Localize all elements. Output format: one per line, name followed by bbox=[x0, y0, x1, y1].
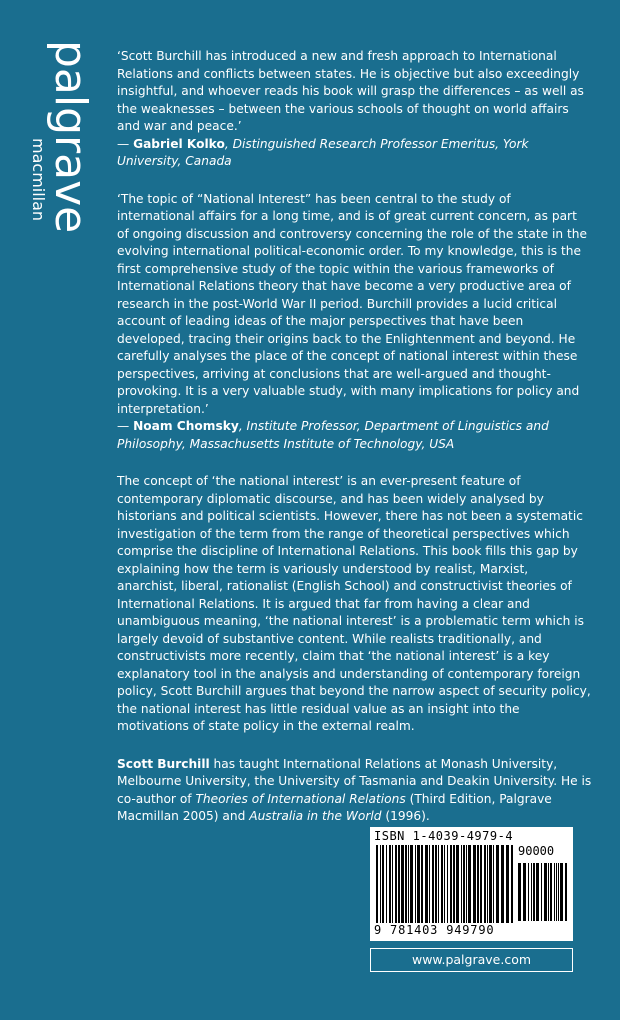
barcode-bar bbox=[493, 845, 494, 923]
ean-number: 9 781403 949790 bbox=[374, 923, 495, 937]
quote-kolko bbox=[117, 48, 592, 171]
isbn-label: ISBN 1-4039-4979-4 bbox=[374, 829, 514, 843]
author-bio: Scott Burchill has taught International Relations at Monash University, Melbourne University, the University of Tasmania and Deakin University. He is co-author of Theories of International Relations (Third Edition, Palgrave Macmillan 2005) and Australia in the World (1996). bbox=[117, 756, 592, 823]
barcode-bar bbox=[473, 845, 476, 923]
barcode-bar bbox=[401, 845, 404, 923]
addon-barcode-bars bbox=[518, 863, 568, 921]
barcode-bar bbox=[395, 845, 397, 923]
barcode-bar bbox=[456, 845, 459, 923]
barcode-bar bbox=[453, 845, 455, 923]
barcode-bar bbox=[533, 863, 535, 921]
barcode-bar bbox=[558, 863, 559, 921]
quote-author: Noam Chomsky bbox=[133, 419, 239, 433]
barcode-bar bbox=[548, 863, 549, 921]
barcode-bar bbox=[466, 845, 467, 923]
barcode-bar bbox=[511, 845, 513, 923]
barcode-bar bbox=[435, 845, 437, 923]
back-cover-text bbox=[117, 48, 592, 846]
barcode-bar bbox=[501, 845, 504, 923]
logo-macmillan: macmillan bbox=[29, 138, 48, 222]
barcode-bar bbox=[447, 845, 448, 923]
barcode-bar bbox=[438, 845, 439, 923]
barcode-bar bbox=[554, 863, 555, 921]
barcode-bar bbox=[489, 845, 492, 923]
quote-text: ‘Scott Burchill has introduced a new and fresh approach to International Relations and conflicts between states. He is objective but also exceedingly insightful, and whoever reads his book will grasp the differences – as well as the weaknesses – between the various schools of thought on world affairs and war and peace.’ bbox=[117, 49, 584, 133]
barcode-bar bbox=[376, 845, 378, 923]
bio-author-name: Scott Burchill bbox=[117, 756, 210, 771]
barcode-bar bbox=[421, 845, 423, 923]
barcode-bar bbox=[463, 845, 465, 923]
logo-palgrave: palgrave bbox=[45, 40, 96, 234]
quote-attribution: — Gabriel Kolko, Distinguished Research Professor Emeritus, York University, Canada bbox=[117, 136, 529, 168]
barcode-bar bbox=[450, 845, 452, 923]
barcode-bar bbox=[565, 863, 567, 921]
barcode-bar bbox=[461, 845, 462, 923]
barcode-bar bbox=[484, 845, 486, 923]
barcode-bar bbox=[389, 845, 391, 923]
barcode-bar bbox=[523, 863, 526, 921]
barcode-bar bbox=[382, 845, 384, 923]
publisher-url[interactable]: www.palgrave.com bbox=[370, 948, 573, 972]
ean-barcode-bars bbox=[376, 845, 514, 923]
barcode-bar bbox=[410, 845, 413, 923]
isbn-barcode bbox=[370, 827, 573, 941]
addon-number: 90000 bbox=[518, 844, 555, 858]
quote-text: ‘The topic of “National Interest” has been central to the study of international affairs for a long time, and is of great current concern, as part of ongoing discussion and controversy concerning the role of the state in the evolving international political-economic order. To my knowledge, this is the first comprehensive study of the topic within the various frameworks of International Relations theory that have become a very productive area of research in the post-World War II period. Burchill provides a lucid critical account of leading ideas of the major perspectives that have been developed, tracing their origins back to the Enlightenment and beyond. He carefully analyses the place of the concept of national interest within these perspectives, arriving at conclusions that are well-argued and thought-provoking. It is a very valuable study, with many implications for policy and interpretation.’ bbox=[117, 191, 587, 416]
barcode-bar bbox=[386, 845, 387, 923]
quote-author: Gabriel Kolko bbox=[133, 136, 225, 151]
barcode-bar bbox=[444, 845, 445, 923]
quote-affiliation: , Institute Professor, Department of Linguistics and Philosophy, Massachusetts Institute of Technology, USA bbox=[117, 419, 549, 451]
barcode-bar bbox=[380, 845, 381, 923]
barcode-bar bbox=[408, 845, 409, 923]
quote-affiliation: , Distinguished Research Professor Emeritus, York University, Canada bbox=[117, 136, 529, 168]
barcode-bar bbox=[506, 845, 509, 923]
barcode-bar bbox=[560, 863, 563, 921]
barcode-bar bbox=[415, 845, 416, 923]
barcode-bar bbox=[550, 863, 552, 921]
barcode-bar bbox=[432, 845, 434, 923]
barcode-bar bbox=[405, 845, 407, 923]
bio-book-title: Theories of International Relations bbox=[195, 791, 406, 806]
barcode-bar bbox=[518, 863, 521, 921]
barcode-bar bbox=[556, 863, 557, 921]
barcode-bar bbox=[429, 845, 430, 923]
book-description: The concept of ‘the national interest’ is an ever-present feature of contemporary diplomatic discourse, and has been widely analysed by historians and political scientists. However, there has not been a systematic investigation of the term from the range of theoretical perspectives which comprise the discipline of International Relations. This book fills this gap by explaining how the term is variously understood by realist, Marxist, anarchist, liberal, rationalist (English School) and constructivist theories of International Relations. It is argued that far from having a clear and unambiguous meaning, ‘the national interest’ is a problematic term which is largely devoid of substantive content. While realists traditionally, and constructivists more recently, claim that ‘the national interest’ is a key explanatory tool in the analysis and understanding of contemporary foreign policy, Scott Burchill argues that beyond the narrow aspect of security policy, the national interest has little residual value as an insight into the motivations of state policy in the external realm. bbox=[117, 474, 591, 733]
barcode-bar bbox=[477, 845, 479, 923]
barcode-bar bbox=[528, 863, 529, 921]
bio-book-title: Australia in the World bbox=[249, 809, 382, 823]
barcode-bar bbox=[392, 845, 393, 923]
barcode-bar bbox=[531, 863, 532, 921]
barcode-bar bbox=[496, 845, 499, 923]
quote-chomsky bbox=[117, 191, 592, 454]
barcode-bar bbox=[417, 845, 420, 923]
barcode-bar bbox=[398, 845, 400, 923]
barcode-bar bbox=[541, 863, 542, 921]
barcode-bar bbox=[441, 845, 443, 923]
barcode-bar bbox=[468, 845, 471, 923]
publisher-logo bbox=[18, 40, 96, 240]
barcode-bar bbox=[425, 845, 428, 923]
barcode-bar bbox=[487, 845, 488, 923]
barcode-bar bbox=[536, 863, 539, 921]
barcode-bar bbox=[480, 845, 482, 923]
barcode-bar bbox=[544, 863, 547, 921]
quote-attribution: — Noam Chomsky, Institute Professor, Department of Linguistics and Philosophy, Massachusetts Institute of Technology, USA bbox=[117, 419, 549, 451]
